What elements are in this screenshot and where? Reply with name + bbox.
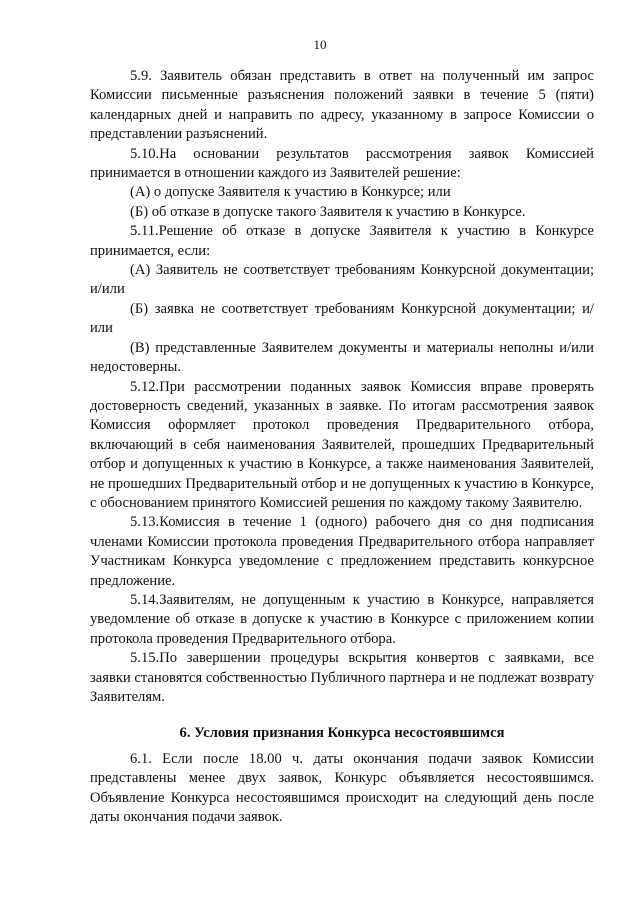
paragraph-5-11-a: (А) Заявитель не соответствует требованиям Конкурсной документации; и/или <box>90 262 594 298</box>
document-body <box>90 67 594 827</box>
paragraph-5-11-c: (В) представленные Заявителем документы и материалы неполны и/или недостоверны. <box>90 339 594 376</box>
paragraph-5-15: 5.15.По завершении процедуры вскрытия конвертов с заявками, все заявки становятся собственностью Публичного партнера и не подлежат возврату Заявителям. <box>90 650 594 705</box>
section-6-heading: 6. Условия признания Конкурса несостоявшимся <box>179 725 505 742</box>
paragraph-5-10-a: (А) о допуске Заявителя к участию в Конкурсе; или <box>130 184 451 201</box>
paragraph-5-13: 5.13.Комиссия в течение 1 (одного) рабочего дня со дня подписания членами Комиссии протокола проведения Предварительного отбора направляет Участникам Конкурса уведомление с предложением представить конкурсное предложение. <box>90 514 594 589</box>
paragraph-5-10-b: (Б) об отказе в допуске такого Заявителя к участию в Конкурсе. <box>130 203 526 220</box>
paragraph-6-1: 6.1. Если после 18.00 ч. даты окончания подачи заявок Комиссии представлены менее двух заявок, Конкурс объявляется несостоявшимся. Объявление Конкурса несостоявшимся происходит на следующий день после даты окончания подачи заявок. <box>90 750 594 826</box>
paragraph-5-11: 5.11.Решение об отказе в допуске Заявителя к участию в Конкурсе принимается, если: <box>90 223 594 259</box>
paragraph-5-9: 5.9. Заявитель обязан представить в ответ на полученный им запрос Комиссии письменные разъяснения положений заявки в течение 5 (пяти) календарных дней и направить по адресу, указанному в запросе Комиссии о представлении разъяснений. <box>90 68 594 143</box>
paragraph-5-11-b: (Б) заявка не соответствует требованиям Конкурсной документации; и/или <box>90 300 594 337</box>
page-number: 10 <box>313 37 327 52</box>
paragraph-5-12: 5.12.При рассмотрении поданных заявок Комиссия вправе проверять достоверность сведений, указанных в заявке. По итогам рассмотрения заявок Комиссия оформляет протокол проведения Предварительного отбора, включающий в себя наименования Заявителей, прошедших Предварительный отбор и допущенных к участию в Конкурсе, а также наименования Заявителей, не прошедших Предварительный отбор и не допущенных к участию в Конкурсе, с обоснованием принятого Комиссией решения по каждому такому Заявителю. <box>90 378 594 511</box>
paragraph-5-10: 5.10.На основании результатов рассмотрения заявок Комиссией принимается в отношении каждого из Заявителей решение: <box>90 145 594 182</box>
paragraph-5-14: 5.14.Заявителям, не допущенным к участию в Конкурсе, направляется уведомление об отказе в допуске к участию в Конкурсе с приложением копии протокола проведения Предварительного отбора. <box>90 591 594 647</box>
